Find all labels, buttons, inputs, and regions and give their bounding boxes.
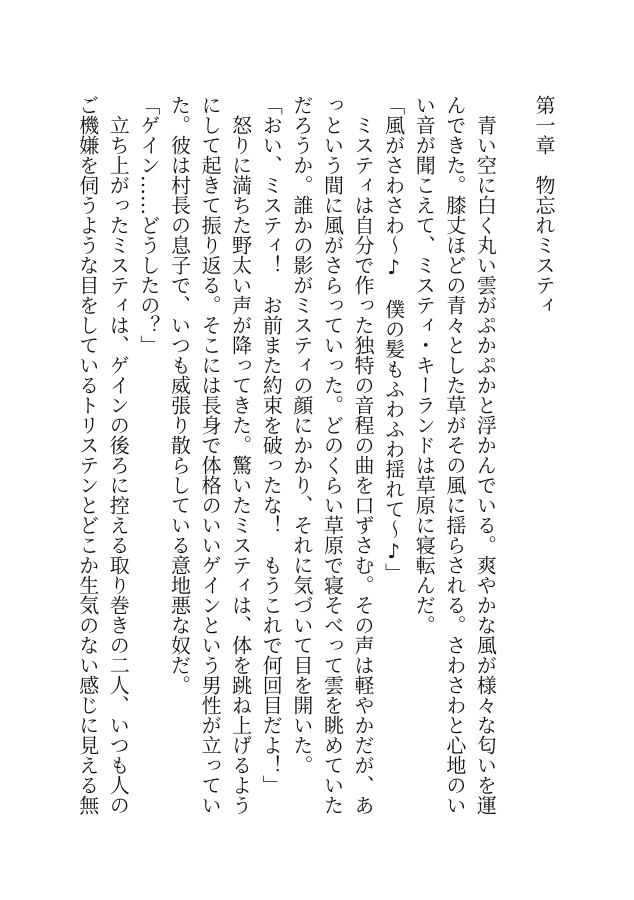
text-line: だろうか。誰かの影がミスティの顔にかかり、それに気づいて目を開いた。 bbox=[289, 95, 314, 775]
text-line: にして起きて振り返る。そこには長身で体格のいいゲインという男性が立ってい bbox=[198, 95, 223, 815]
text-line: ミスティは自分で作った独特の音程の曲を口ずさむ。その声は軽やかだが、あ bbox=[351, 95, 376, 815]
text-line: 「ゲイン……どうしたの？」 bbox=[136, 95, 161, 355]
text-line: 立ち上がったミスティは、ゲインの後ろに控える取り巻きの二人、いつも人の bbox=[106, 95, 131, 815]
text-line: ご機嫌を伺うような目をしているトリステンとどこか生気のない感じに見える無 bbox=[75, 95, 100, 815]
text-line: 「風がさわさわ～♪ 僕の髪もふわふわ揺れて～♪」 bbox=[381, 95, 406, 583]
text-line: い音が聞こえて、ミスティ・キーランドは草原に寝転んだ。 bbox=[412, 95, 437, 635]
text-line: 青い空に白く丸い雲がぷかぷかと浮かんでいる。爽やかな風が様々な匂いを運 bbox=[473, 95, 498, 815]
text-line: た。彼は村長の息子で、いつも威張り散らしている意地悪な奴だ。 bbox=[167, 95, 192, 695]
text-line: んできた。膝丈ほどの青々とした草がその風に揺らされる。さわさわと心地のい bbox=[442, 95, 467, 815]
text-line: 「おい、ミスティ！ お前また約束を破ったな！ もうこれで何回目だよ！」 bbox=[259, 95, 284, 795]
vertical-text-column bbox=[59, 95, 559, 855]
text-line: っという間に風がさらっていった。どのくらい草原で寝そべって雲を眺めていた bbox=[320, 95, 345, 815]
chapter-title: 第一章 物忘れミスティ bbox=[532, 95, 556, 315]
text-line: 怒りに満ちた野太い声が降ってきた。驚いたミスティは、体を跳ね上げるよう bbox=[228, 95, 253, 815]
